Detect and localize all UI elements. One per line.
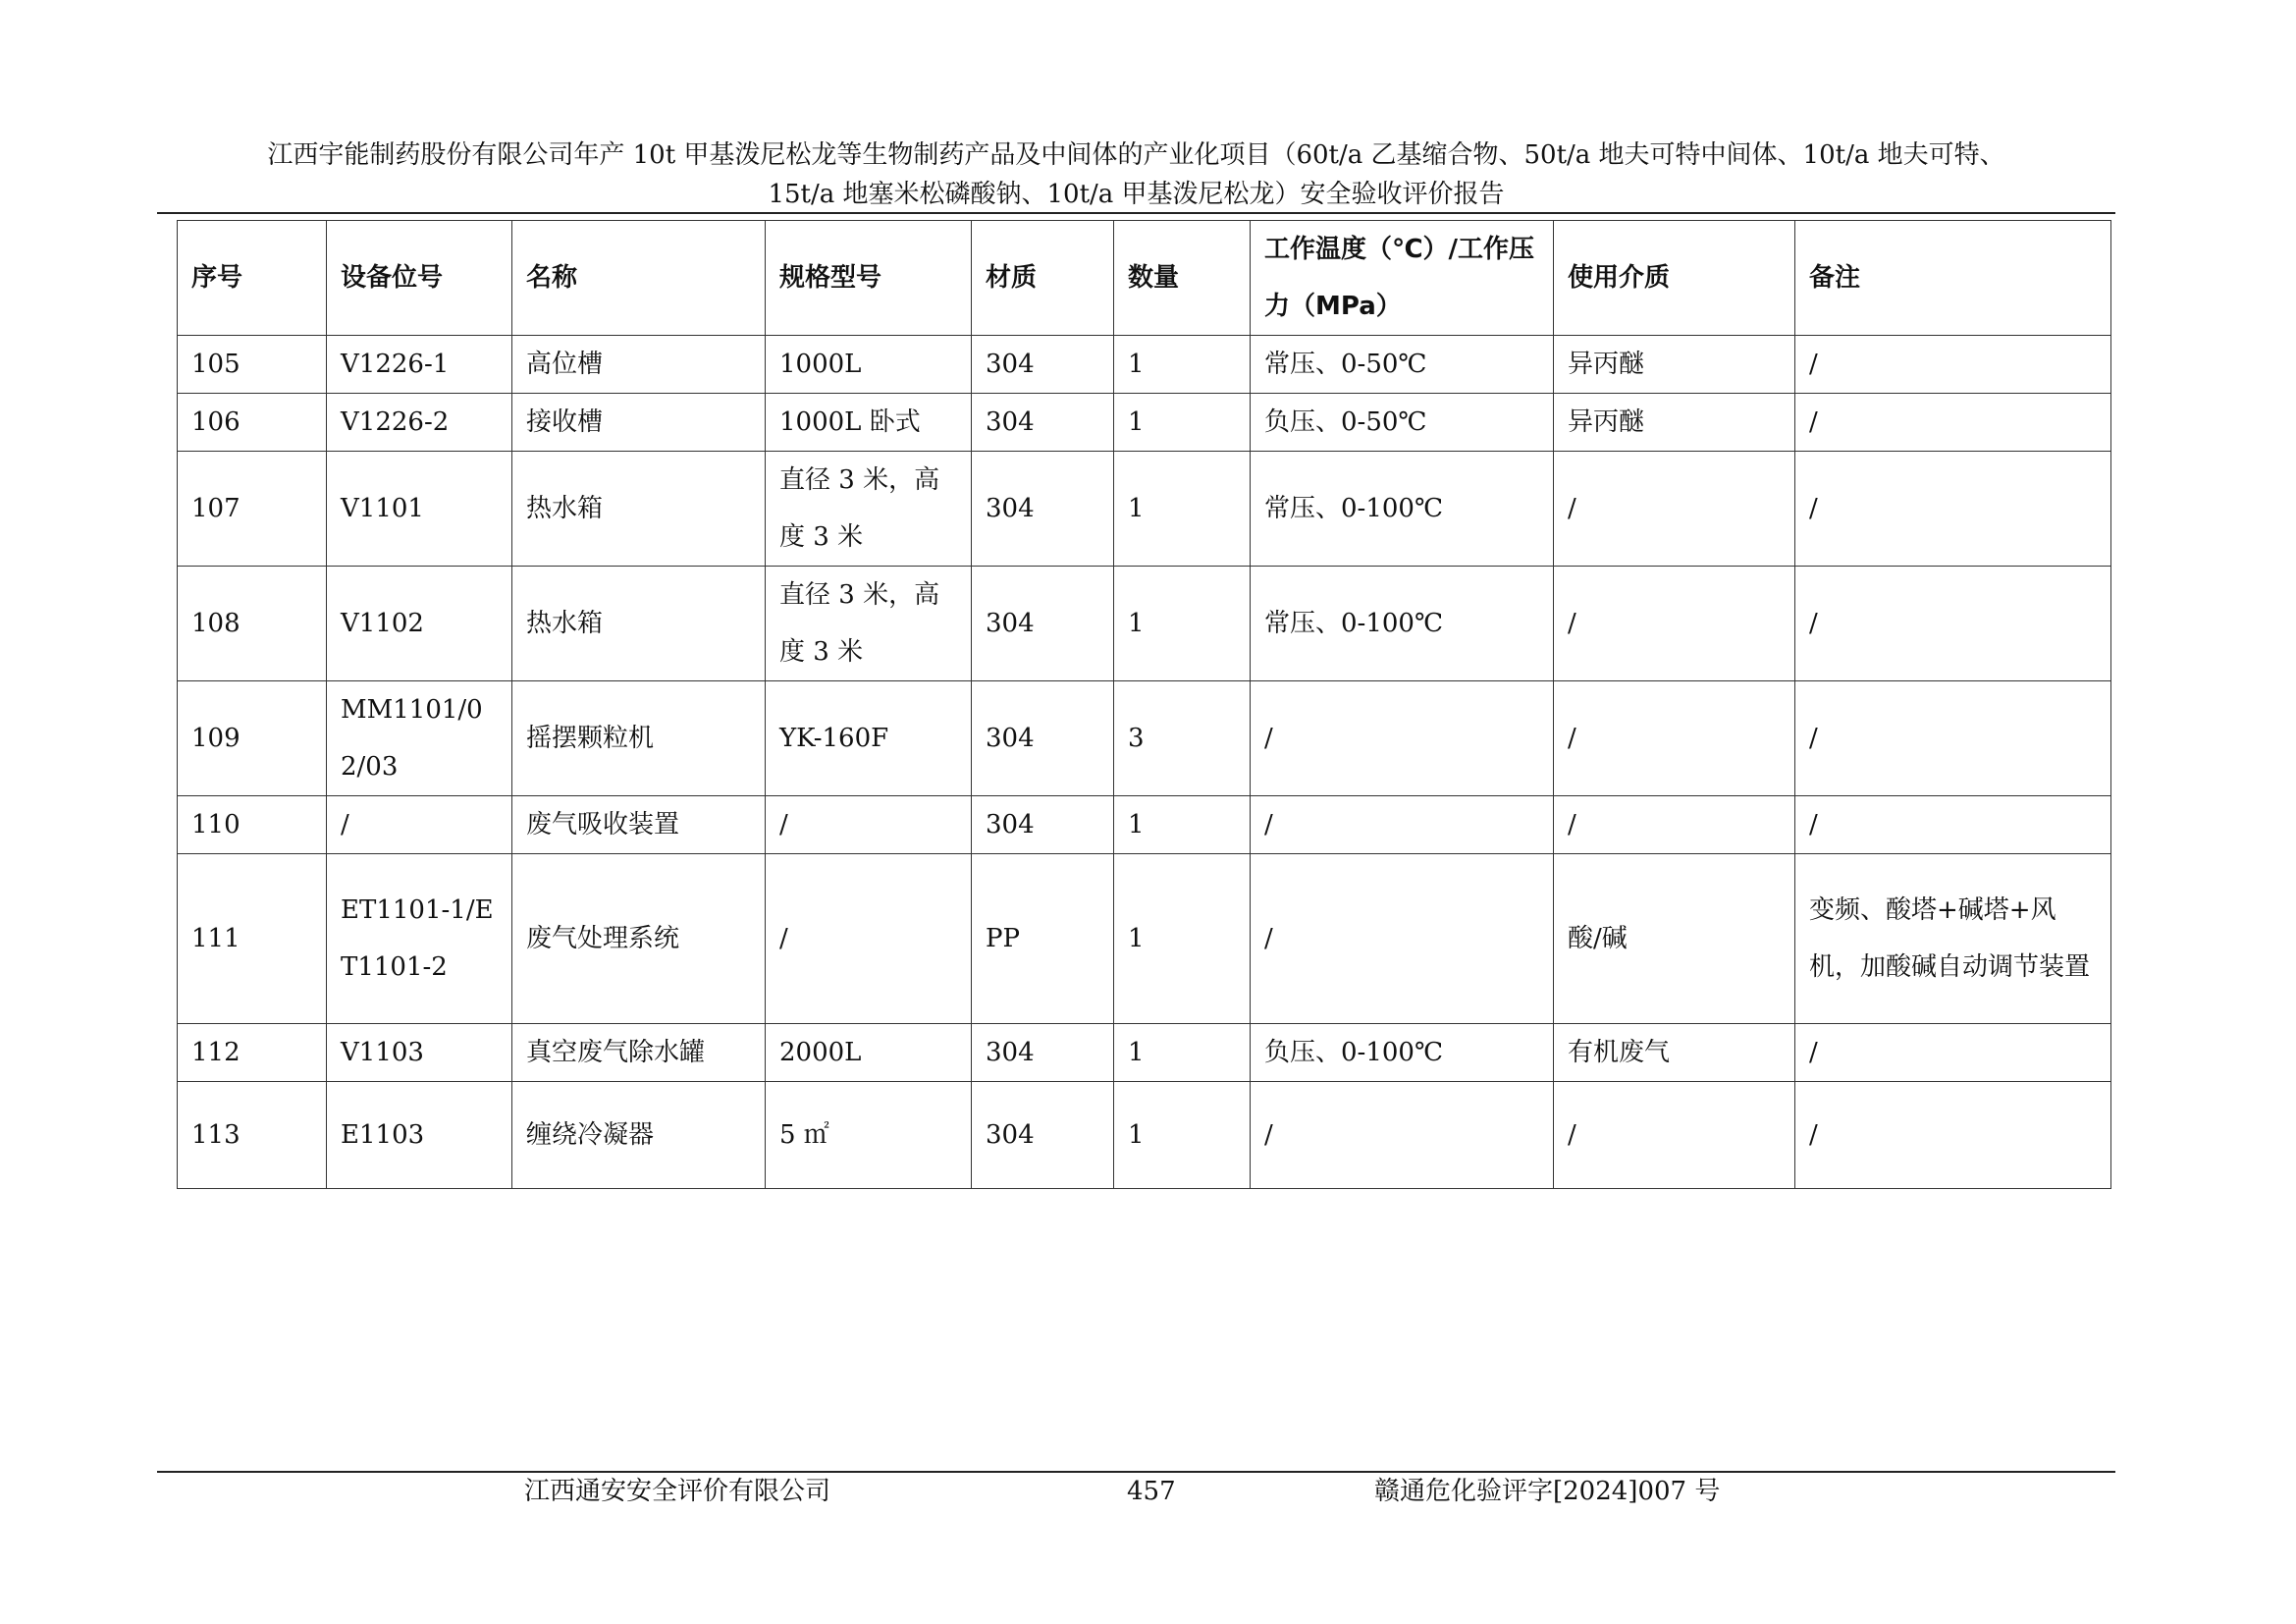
cell-tag: V1102 [327,567,512,681]
cell-name: 废气吸收装置 [512,796,766,854]
cell-remark: / [1795,681,2111,796]
cell-name: 缠绕冷凝器 [512,1082,766,1189]
cell-temp-pressure: 常压、0-100℃ [1251,567,1554,681]
cell-no: 111 [178,854,327,1024]
cell-qty: 1 [1114,336,1251,394]
cell-no: 106 [178,394,327,452]
cell-remark: / [1795,452,2111,567]
col-header-material: 材质 [972,221,1114,336]
equipment-table [177,220,2111,1189]
col-header-spec: 规格型号 [766,221,972,336]
cell-material: 304 [972,1082,1114,1189]
table-row [178,336,2111,394]
cell-qty: 1 [1114,854,1251,1024]
cell-medium: / [1554,452,1795,567]
header-title-line-2: 15t/a 地塞米松磷酸钠、10t/a 甲基泼尼松龙）安全验收评价报告 [768,180,1505,209]
cell-material: 304 [972,336,1114,394]
cell-no: 110 [178,796,327,854]
cell-tag: ET1101-1/ET1101-2 [327,854,512,1024]
cell-material: 304 [972,394,1114,452]
cell-material: 304 [972,452,1114,567]
cell-medium: / [1554,1082,1795,1189]
cell-name: 高位槽 [512,336,766,394]
col-header-qty: 数量 [1114,221,1251,336]
cell-qty: 1 [1114,452,1251,567]
cell-qty: 1 [1114,567,1251,681]
cell-spec: 直径 3 米，高度 3 米 [766,452,972,567]
cell-medium: 异丙醚 [1554,394,1795,452]
table-row [178,854,2111,1024]
cell-medium: / [1554,567,1795,681]
cell-tag: MM1101/02/03 [327,681,512,796]
cell-temp-pressure: 常压、0-50℃ [1251,336,1554,394]
cell-temp-pressure: / [1251,1082,1554,1189]
col-header-no: 序号 [178,221,327,336]
cell-name: 热水箱 [512,567,766,681]
cell-tag: V1226-1 [327,336,512,394]
cell-medium: 酸/碱 [1554,854,1795,1024]
header-title-line-1: 江西宇能制药股份有限公司年产 10t 甲基泼尼松龙等生物制药产品及中间体的产业化项目（60t/a 乙基缩合物、50t/a 地夫可特中间体、10t/a 地夫可特、 [267,140,2005,170]
cell-temp-pressure: 常压、0-100℃ [1251,452,1554,567]
table-row [178,1082,2111,1189]
cell-name: 真空废气除水罐 [512,1024,766,1082]
col-header-remark: 备注 [1795,221,2111,336]
cell-tag: / [327,796,512,854]
col-header-tag: 设备位号 [327,221,512,336]
cell-material: 304 [972,567,1114,681]
cell-remark: / [1795,1082,2111,1189]
cell-medium: / [1554,681,1795,796]
cell-remark: / [1795,1024,2111,1082]
col-header-name: 名称 [512,221,766,336]
table-header-row [178,221,2111,336]
cell-medium: / [1554,796,1795,854]
cell-no: 113 [178,1082,327,1189]
document-number: 赣通危化验评字[2024]007 号 [1374,1477,1721,1506]
cell-no: 108 [178,567,327,681]
cell-material: 304 [972,796,1114,854]
cell-spec: 1000L 卧式 [766,394,972,452]
cell-temp-pressure: 负压、0-100℃ [1251,1024,1554,1082]
cell-tag: V1101 [327,452,512,567]
col-header-medium: 使用介质 [1554,221,1795,336]
page-number: 457 [1127,1477,1176,1506]
cell-tag: V1103 [327,1024,512,1082]
cell-remark: / [1795,336,2111,394]
cell-remark: / [1795,567,2111,681]
cell-no: 109 [178,681,327,796]
cell-spec: YK-160F [766,681,972,796]
cell-remark: / [1795,796,2111,854]
cell-spec: / [766,796,972,854]
cell-remark: / [1795,394,2111,452]
cell-temp-pressure: / [1251,796,1554,854]
cell-material: 304 [972,681,1114,796]
cell-remark: 变频、酸塔+碱塔+风机，加酸碱自动调节装置 [1795,854,2111,1024]
cell-temp-pressure: / [1251,681,1554,796]
cell-no: 107 [178,452,327,567]
cell-spec: 直径 3 米，高度 3 米 [766,567,972,681]
cell-medium: 有机废气 [1554,1024,1795,1082]
cell-no: 112 [178,1024,327,1082]
table-row [178,567,2111,681]
col-header-temp-pressure: 工作温度（℃）/工作压力（MPa） [1251,221,1554,336]
cell-name: 接收槽 [512,394,766,452]
table-row [178,394,2111,452]
table-row [178,796,2111,854]
cell-material: 304 [972,1024,1114,1082]
cell-spec: 2000L [766,1024,972,1082]
cell-qty: 3 [1114,681,1251,796]
footer-company: 江西通安安全评价有限公司 [524,1477,831,1506]
table-row [178,1024,2111,1082]
cell-name: 摇摆颗粒机 [512,681,766,796]
table-row [178,681,2111,796]
cell-spec: / [766,854,972,1024]
cell-temp-pressure: 负压、0-50℃ [1251,394,1554,452]
cell-material: PP [972,854,1114,1024]
cell-name: 热水箱 [512,452,766,567]
header-rule [157,212,2115,214]
cell-tag: V1226-2 [327,394,512,452]
cell-name: 废气处理系统 [512,854,766,1024]
cell-qty: 1 [1114,796,1251,854]
table-row [178,452,2111,567]
cell-spec: 1000L [766,336,972,394]
cell-spec: 5 ㎡ [766,1082,972,1189]
cell-qty: 1 [1114,1082,1251,1189]
cell-medium: 异丙醚 [1554,336,1795,394]
cell-qty: 1 [1114,1024,1251,1082]
cell-no: 105 [178,336,327,394]
cell-qty: 1 [1114,394,1251,452]
cell-temp-pressure: / [1251,854,1554,1024]
page-header [157,135,2115,214]
cell-tag: E1103 [327,1082,512,1189]
